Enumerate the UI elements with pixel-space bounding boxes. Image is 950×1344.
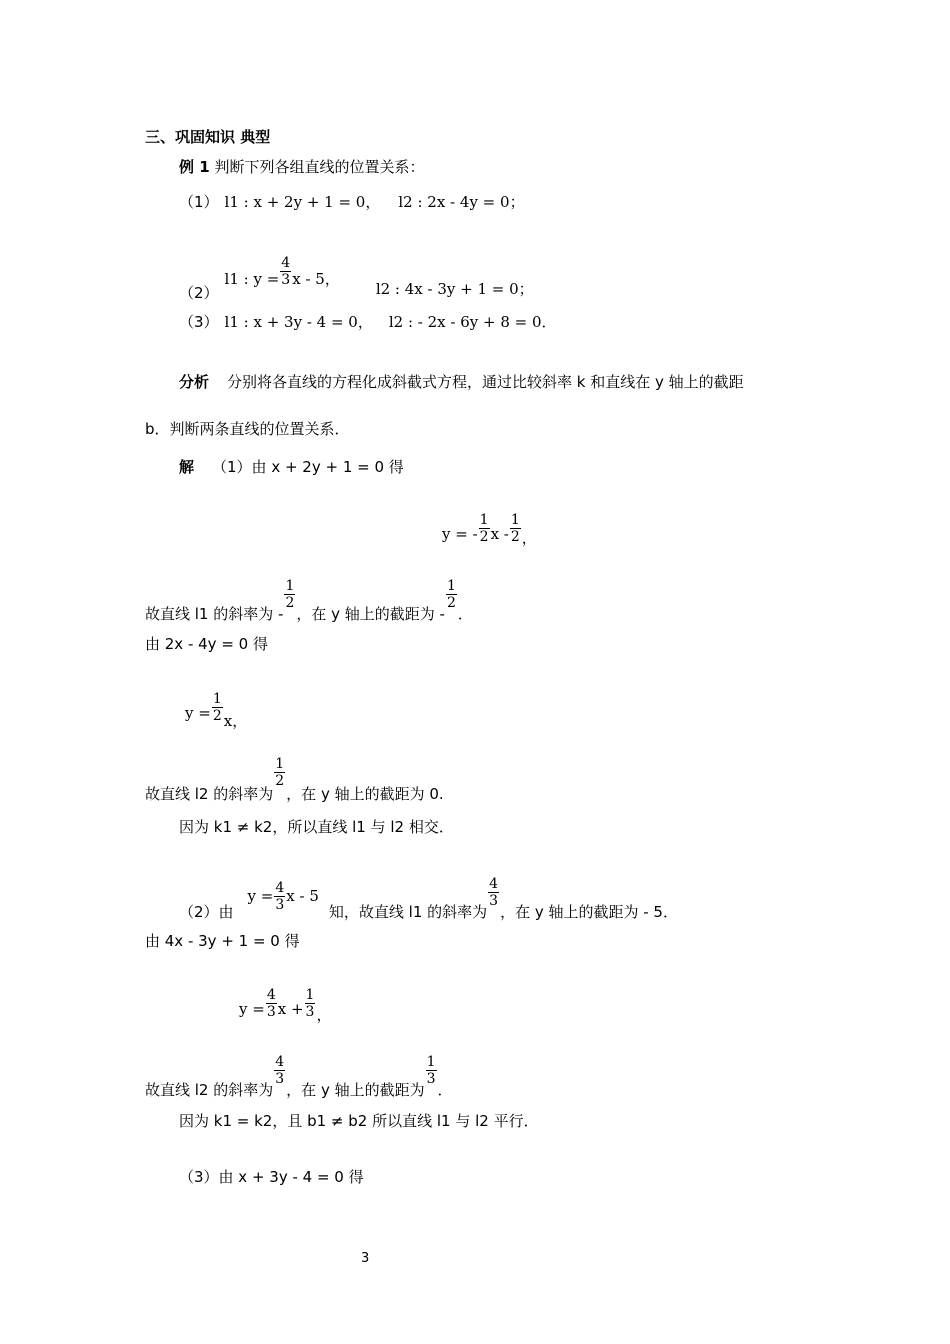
p2-intro: （2）由y = $\frac{4}{3}$ x - 5知，故直线 l1 的斜率为 $\frac{4}{3}$ ，在 y 轴上的截距为 - 5． [179,876,678,922]
item1-label: （1） [179,193,219,211]
analysis-line-1 [179,375,744,390]
item1-l2: l2 : 2x - 4y = 0； [398,193,525,211]
p1-slope-2: 故直线 l2 的斜率为 $\frac{1}{2}$ ，在 y 轴上的截距为 0. [145,756,444,804]
p3-intro: （3）由 x + 3y - 4 = 0 得 [179,1168,364,1186]
item2-l1-right: x - 5， [292,270,340,289]
item2-fraction: $\frac{4}{3}$ [281,255,291,289]
p2-equation: y = $\frac{4}{3}$ x + $\frac{1}{3}$ ， [239,987,332,1024]
p1-slope: 故直线 l1 的斜率为 - $\frac{1}{2}$ ，在 y 轴上的截距为 - $\frac{1}{2}$ ． [145,578,473,624]
solution-p1-intro [179,460,404,475]
example-line [179,160,424,175]
example-item-1 [179,195,525,210]
p1-equation: y = - $\frac{1}{2}$ x - $\frac{1}{2}$ ， [442,512,537,547]
p1-conclusion: 因为 k1 ≠ k2，所以直线 l1 与 l2 相交． [179,818,454,836]
example-label: 例 1 [179,158,210,176]
p1-intro-text: （1）由 x + 2y + 1 = 0 得 [212,458,404,476]
analysis-text-1: 分别将各直线的方程化成斜截式方程，通过比较斜率 k 和直线在 y 轴上的截距 [227,373,744,391]
item2-l2: l2 : 4x - 3y + 1 = 0； [375,280,534,299]
analysis-line-2: b．判断两条直线的位置关系． [145,420,350,438]
p2-by: 由 4x - 3y + 1 = 0 得 [145,932,300,950]
item3-l2: l2 : - 2x - 6y + 8 = 0． [388,313,557,331]
example-text: 判断下列各组直线的位置关系： [214,158,425,176]
item1-l1: l1 : x + 2y + 1 = 0， [224,193,381,211]
p1-by: 由 2x - 4y = 0 得 [145,635,268,653]
item2-label: （2） [179,284,219,303]
item3-l1: l1 : x + 3y - 4 = 0， [224,313,373,331]
item2-l1-left: l1 : y = [224,270,280,289]
example-item-2 [179,255,534,303]
section-title: 三、巩固知识 典型 [145,128,271,146]
example-item-3 [179,315,557,330]
item3-label: （3） [179,313,219,331]
solution-label: 解 [179,458,195,476]
analysis-label: 分析 [179,373,210,391]
p1-equation-2: y = $\frac{1}{2}$ x， [185,691,248,730]
p2-slope: 故直线 l2 的斜率为 $\frac{4}{3}$ ，在 y 轴上的截距为 $\frac{1}{3}$ ． [145,1054,453,1100]
page-number: 3 [361,1251,370,1266]
p2-conclusion: 因为 k1 = k2，且 b1 ≠ b2 所以直线 l1 与 l2 平行． [179,1112,539,1130]
